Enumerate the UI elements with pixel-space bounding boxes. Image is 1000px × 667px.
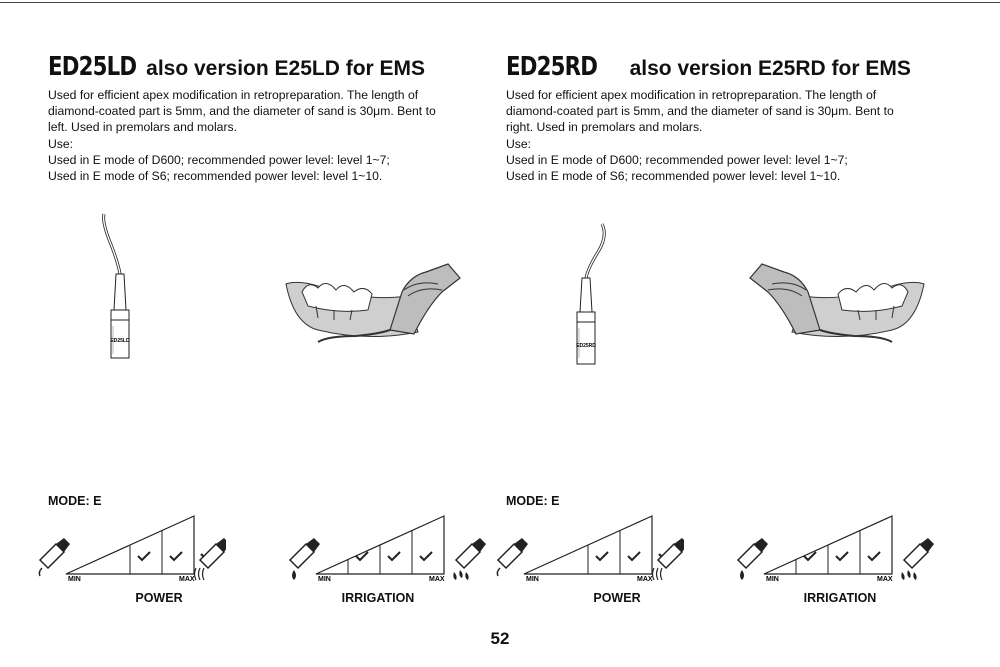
scaler-tip-illustration: [98, 212, 148, 372]
power-title: POWER: [135, 591, 183, 605]
scale-min-label: MIN: [318, 576, 331, 583]
irrigation-title: IRRIGATION: [803, 591, 877, 605]
product-code: ED25LD: [48, 52, 137, 82]
tip-engraving: ED25LD: [110, 338, 130, 344]
scale-min-label: MIN: [526, 576, 539, 583]
desc-line: Used for efficient apex modification in retropreparation. The length of: [506, 88, 877, 102]
product-description: [506, 87, 956, 184]
page-number: 52: [490, 629, 510, 648]
product-alt-version: also version E25RD for EMS: [629, 57, 911, 80]
scaler-tip-illustration: [568, 222, 618, 372]
tip-engraving: ED25RD: [576, 343, 596, 349]
handpiece-icon: [290, 538, 320, 580]
product-description: [48, 87, 498, 184]
handpiece-icon: [39, 538, 70, 576]
handpiece-icon: [497, 538, 528, 576]
desc-line: Used in E mode of D600; recommended power level: level 1~7;: [506, 152, 848, 167]
desc-line: diamond-coated part is 5mm, and the diameter of sand is 30μm. Bent to: [48, 104, 436, 119]
desc-line: Use:: [506, 136, 532, 151]
product-alt-version: also version E25LD for EMS: [146, 57, 426, 80]
power-level-scale: [494, 510, 684, 585]
scale-min-label: MIN: [766, 576, 779, 583]
power-title: POWER: [593, 591, 641, 605]
product-heading: [48, 52, 425, 82]
desc-line: Used in E mode of S6; recommended power level: level 1~10.: [506, 169, 841, 184]
water-spray-handpiece-icon: [453, 538, 486, 580]
jaw-usage-illustration: [732, 262, 932, 352]
desc-line: diamond-coated part is 5mm, and the diameter of sand is 30μm. Bent to: [506, 104, 894, 119]
scale-max-label: MAX: [637, 576, 653, 583]
scale-max-label: MAX: [179, 576, 195, 583]
product-heading: [506, 52, 911, 82]
water-spray-handpiece-icon: [901, 538, 934, 580]
vibration-handpiece-icon: [653, 538, 685, 580]
irrigation-level-scale: [286, 510, 486, 585]
desc-line: Used in E mode of D600; recommended power level: level 1~7;: [48, 152, 390, 167]
desc-line: left. Used in premolars and molars.: [48, 120, 237, 135]
scale-min-label: MIN: [68, 576, 81, 583]
handpiece-icon: [738, 538, 768, 580]
jaw-usage-illustration: [278, 262, 478, 352]
desc-line: right. Used in premolars and molars.: [506, 120, 703, 135]
irrigation-title: IRRIGATION: [341, 591, 415, 605]
desc-line: Used in E mode of S6; recommended power level: level 1~10.: [48, 169, 383, 184]
desc-line: Used for efficient apex modification in retropreparation. The length of: [48, 88, 419, 102]
scale-max-label: MAX: [429, 576, 445, 583]
scale-max-label: MAX: [877, 576, 893, 583]
desc-line: Use:: [48, 136, 74, 151]
product-column-ed25ld: [48, 0, 508, 667]
mode-label: MODE: E: [506, 494, 560, 508]
product-column-ed25rd: [506, 0, 966, 667]
vibration-handpiece-icon: [195, 538, 227, 580]
product-code: ED25RD: [506, 52, 598, 82]
power-level-scale: [36, 510, 226, 585]
mode-label: MODE: E: [48, 494, 102, 508]
irrigation-level-scale: [734, 510, 934, 585]
